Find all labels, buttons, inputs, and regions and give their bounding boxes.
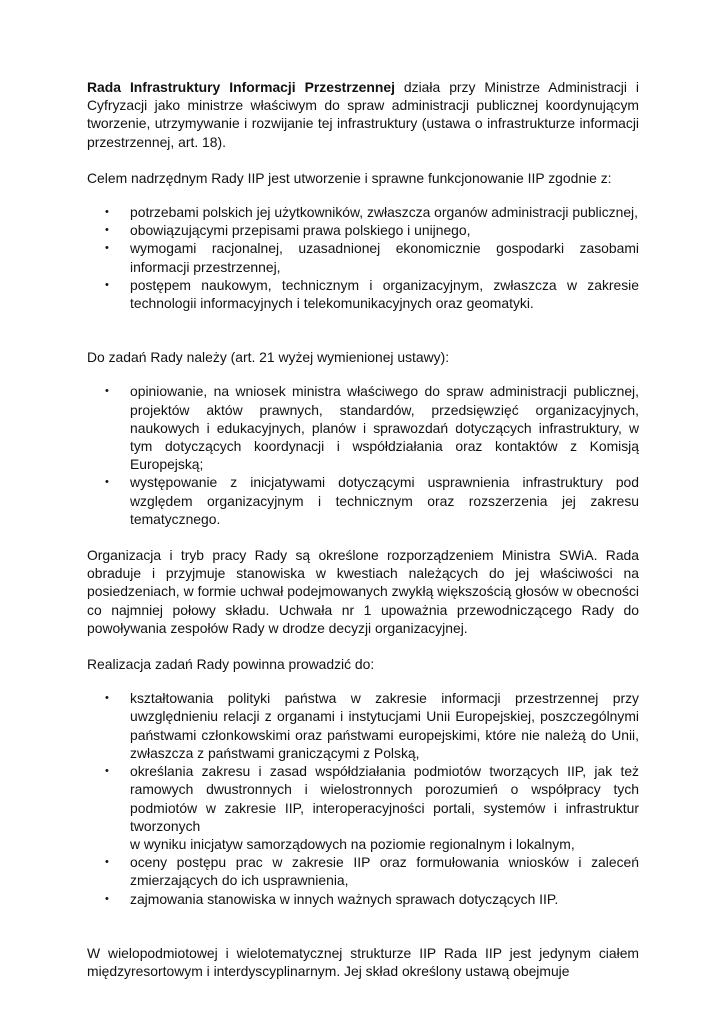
document-page [87, 78, 639, 980]
bullet-icon: • [105, 224, 109, 237]
list-item: • zajmowania stanowiska w innych ważnych sprawach dotyczących IIP. [105, 890, 559, 907]
intro-paragraph [87, 78, 639, 151]
list-item: • wymogami racjonalnej, uzasadnionej ekonomicznie gospodarki zasobami informacji przestrzennej, [105, 240, 639, 275]
bullet-icon: • [105, 892, 109, 905]
bullet-icon: • [105, 206, 109, 219]
realization-paragraph: Realizacja zadań Rady powinna prowadzić do: [87, 656, 375, 673]
bullet-icon: • [105, 385, 109, 398]
list-item-continuation: w wyniku inicjatyw samorządowych na poziomie regionalnym i lokalnym, [130, 835, 575, 852]
list-item: • kształtowania polityki państwa w zakresie informacji przestrzennej przy uwzględnieniu relacji z organami i instytucjami Unii Europejskiej, poszczególnymi państwami członkowskimi oraz państwami europejskimi, które nie należą do Unii, zwłaszcza z państwami graniczącymi z Polską, [105, 690, 639, 761]
list-item: • występowanie z inicjatywami dotyczącymi usprawnienia infrastruktury pod względem organizacyjnym i technicznym oraz rozszerzenia jej zakresu tematycznego. [105, 474, 639, 527]
closing-paragraph: W wielopodmiotowej i wielotematycznej strukturze IIP Rada IIP jest jedynym ciałem międzyresortowym i interdyscyplinarnym. Jej skład określony ustawą obejmuje [87, 944, 639, 979]
bullet-icon: • [105, 278, 109, 291]
list-item: • postępem naukowym, technicznym i organizacyjnym, zwłaszcza w zakresie technologii informacyjnych i telekomunikacyjnych oraz geomatyki. [105, 276, 639, 312]
goal-list [87, 203, 639, 312]
list-item: • potrzebami polskich jej użytkowników, zwłaszcza organów administracji publicznej, [105, 204, 638, 221]
organization-paragraph: Organizacja i tryb pracy Rady są określone rozporządzeniem Ministra SWiA. Rada obraduje i przyjmuje stanowiska w kwestiach należących do jej właściwości na posiedzeniach, w formie uchwał podejmowanych zwykłą większością głosów w obecności co najmniej połowy składu. Uchwała nr 1 upoważnia przewodniczącego Rady do powoływania zespołów Rady w drodze decyzji organizacyjnej. [87, 547, 639, 636]
bullet-icon: • [105, 765, 109, 778]
bullet-icon: • [105, 476, 109, 489]
council-name: Rada Infrastruktury Informacji Przestrzennej [87, 79, 395, 95]
list-item: • opiniowanie, na wniosek ministra właściwego do spraw administracji publicznej, projektów aktów prawnych, standardów, przedsięwzięć organizacyjnych, naukowych i edukacyjnych, planów i sprawozdań dotyczących infrastruktury, w tym dotyczących koordynacji i współdziałania oraz kontaktów z Komisją Europejską; [105, 383, 639, 473]
list-item: • oceny postępu prac w zakresie IIP oraz formułowania wniosków i zaleceń zmierzających do ich usprawnienia, [105, 854, 639, 889]
intro-text: działa przy Ministrze Administracji i Cyfryzacji jako ministrze właściwym do spraw administracji publicznej koordynującym tworzenie, utrzymywanie i rozwijanie tej infrastruktury (ustawa o infrastrukturze informacji przestrzennej, art. 18). [87, 79, 640, 150]
bullet-icon: • [105, 242, 109, 255]
list-item: • określania zakresu i zasad współdziałania podmiotów tworzących IIP, jak też ramowych dwustronnych i wielostronnych porozumień o współpracy tych podmiotów w zakresie IIP, interoperacyjności portali, systemów i infrastruktur tworzonych w wyniku inicjatyw samorządowych na poziomie regionalnym i lokalnym, [105, 763, 639, 852]
tasks-list [87, 382, 639, 528]
bullet-icon: • [105, 856, 109, 869]
goal-paragraph: Celem nadrzędnym Rady IIP jest utworzenie i sprawne funkcjonowanie IIP zgodnie z: [87, 169, 612, 186]
tasks-paragraph: Do zadań Rady należy (art. 21 wyżej wymienionej ustawy): [87, 349, 450, 366]
bullet-icon: • [105, 692, 109, 705]
realization-list [87, 689, 639, 907]
list-item: • obowiązującymi przepisami prawa polskiego i unijnego, [105, 222, 471, 239]
